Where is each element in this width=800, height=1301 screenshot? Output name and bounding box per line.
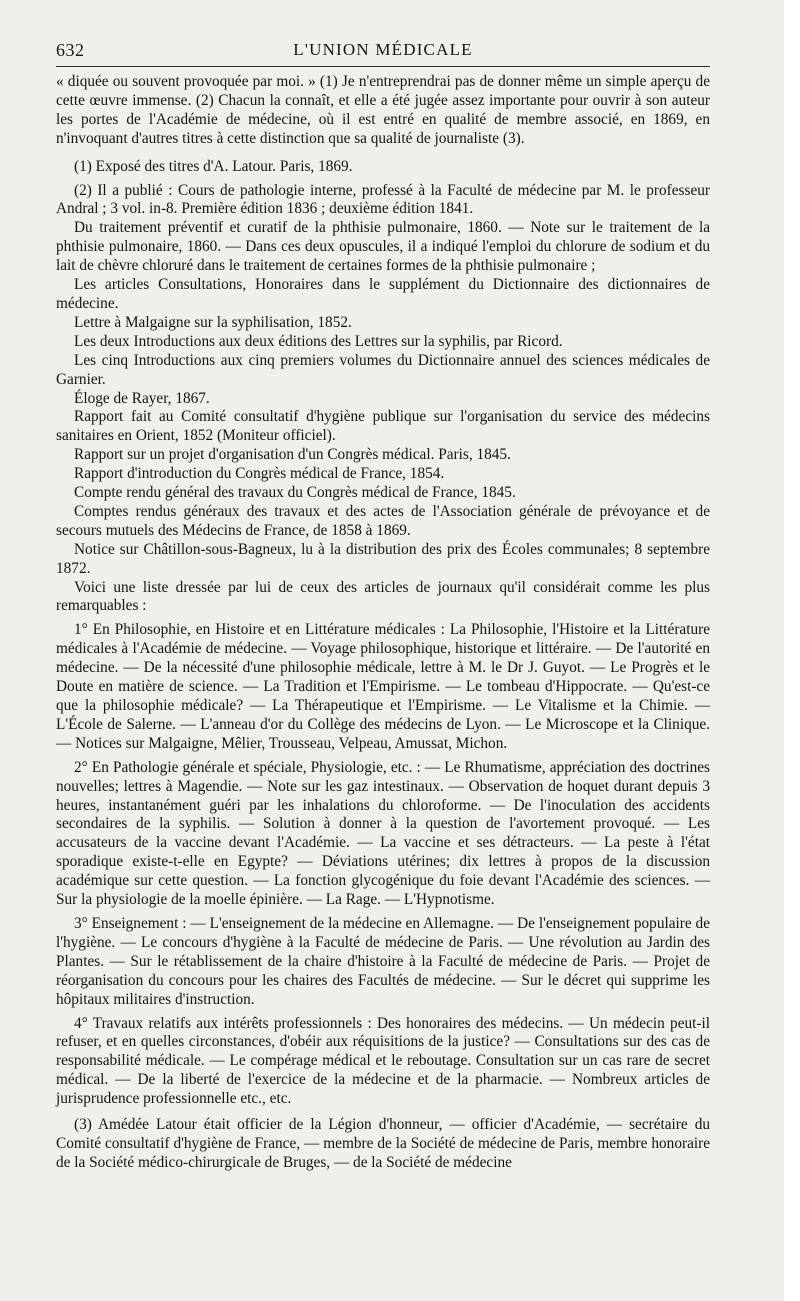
footnote-2: (2) Il a publié : Cours de pathologie interne, professé à la Faculté de médecine par M. le professeur Andral ; 3 vol. in-8. Première édition 1836 ; deuxième édition 1841.: [56, 181, 710, 218]
list-item: Du traitement préventif et curatif de la phthisie pulmonaire, 1860. — Note sur le traitement de la phthisie pulmonaire, 1860. — Dans ces deux opuscules, il a indiqué l'emploi du chlorure de sodium et du lait de chèvre chloruré dans le traitement de certaines formes de la phthisie pulmonaire ;: [56, 219, 710, 275]
list-item: Lettre à Malgaigne sur la syphilisation, 1852.: [74, 313, 352, 331]
list-item: Les articles Consultations, Honoraires dans le supplément du Dictionnaire des dictionnaires de médecine.: [56, 276, 710, 312]
running-title: L'UNION MÉDICALE: [293, 40, 473, 59]
section-interets-professionnels: 4° Travaux relatifs aux intérêts professionnels : Des honoraires des médecins. — Un médecin peut-il refuser, et en quelles circonstances, d'obéir aux réquisitions de la justice? — Consultations sur des cas de responsabilité médicale. — Le compérage médical et le reboutage. Consultation sur un cas rare de secret médical. — De la liberté de l'exercice de la médecine et de la pharmacie. — Nombreux articles de jurisprudence professionnelle etc., etc.: [56, 1014, 710, 1108]
list-item: Compte rendu général des travaux du Congrès médical de France, 1845.: [74, 484, 516, 502]
list-item: Rapport sur un projet d'organisation d'un Congrès médical. Paris, 1845.: [74, 446, 511, 464]
paragraph: « diquée ou souvent provoquée par moi. » (1) Je n'entreprendrai pas de donner même un simple aperçu de cette œuvre immense. (2) Chacun la connaît, et elle a été jugée assez importante pour ouvrir à son auteur les portes de l'Académie de médecine, où il est entré en qualité de membre associé, en 1869, en n'invoquant d'autres titres à cette distinction que sa qualité de journaliste (3).: [56, 73, 710, 147]
list-item: Comptes rendus généraux des travaux et des actes de l'Association générale de prévoyance et de secours mutuels des Médecins de France, de 1858 à 1869.: [56, 502, 710, 539]
list-item: Les cinq Introductions aux cinq premiers volumes du Dictionnaire annuel des sciences médicales de Garnier.: [56, 351, 710, 388]
section-enseignement: 3° Enseignement : — L'enseignement de la médecine en Allemagne. — De l'enseignement populaire de l'hygiène. — Le concours d'hygiène à la Faculté de médecine de Paris. — Une révolution au Jardin des Plantes. — Sur le rétablissement de la chaire d'histoire à la Faculté de médecine de Paris. — Projet de réorganisation du concours pour les chaires des Facultés de médecine. — Sur le décret qui supprime les hôpitaux militaires d'instruction.: [56, 914, 710, 1008]
section-pathologie: 2° En Pathologie générale et spéciale, Physiologie, etc. : — Le Rhumatisme, appréciation des doctrines nouvelles; lettres à Magendie. — Note sur les gaz intestinaux. — Observation de hoquet durant depuis 3 heures, instantanément guéri par les inhalations du chloroforme. — De l'inoculation des accidents secondaires de la syphilis. — Solution à donner à la question de l'avortement provoqué. — Les accusateurs de la vaccine devant l'Académie. — La vaccine et ses détracteurs. — La peste à l'état sporadique existe-t-elle en Egypte? — Déviations utérines; dix lettres à propos de la discussion académique sur cette question. — La fonction glycogénique du foie devant l'Académie des sciences. — Sur la physiologie de la moelle épinière. — La Rage. — L'Hypnotisme.: [56, 758, 710, 909]
section-philosophie: 1° En Philosophie, en Histoire et en Littérature médicales : La Philosophie, l'Histoire et la Littérature médicales à l'Académie de médecine. — Voyage philosophique, historique et littéraire. — De l'autorité en médecine. — De la nécessité d'une philosophie médicale, lettre à M. le Dr J. Guyot. — Le Progrès et le Doute en matière de science. — La Tradition et l'Empirisme. — Le tombeau d'Hippocrate. — Qu'est-ce que la philosophie médicale? — La Thérapeutique et l'Empirisme. — Le Vitalisme et la Chimie. — L'École de Salerne. — L'anneau d'or du Collège des médecins de Lyon. — Le Microscope et la Clinique. — Notices sur Malgaigne, Mêlier, Trousseau, Velpeau, Amussat, Michon.: [56, 621, 710, 752]
page-header: [56, 36, 710, 67]
paragraph: Voici une liste dressée par lui de ceux des articles de journaux qu'il considérait comme les plus remarquables :: [56, 578, 710, 615]
footnote-3: (3) Amédée Latour était officier de la Légion d'honneur, — officier d'Académie, — secrétaire du Comité consultatif d'hygiène de France, — membre de la Société de médecine de Paris, membre honoraire de la Société médico-chirurgicale de Bruges, — de la Société de médecine: [56, 1116, 710, 1171]
list-item: Rapport fait au Comité consultatif d'hygiène publique sur l'organisation du service des médecins sanitaires en Orient, 1852 (Moniteur officiel).: [56, 408, 710, 445]
page-number: 632: [56, 40, 85, 60]
list-item: Éloge de Rayer, 1867.: [74, 389, 210, 407]
footnote-1: (1) Exposé des titres d'A. Latour. Paris, 1869.: [74, 157, 353, 175]
list-item: Notice sur Châtillon-sous-Bagneux, lu à la distribution des prix des Écoles communales; 8 septembre 1872.: [56, 540, 710, 577]
list-item: Les deux Introductions aux deux éditions des Lettres sur la syphilis, par Ricord.: [74, 332, 563, 350]
list-item: Rapport d'introduction du Congrès médical de France, 1854.: [74, 465, 445, 483]
body-text: [56, 73, 710, 1173]
